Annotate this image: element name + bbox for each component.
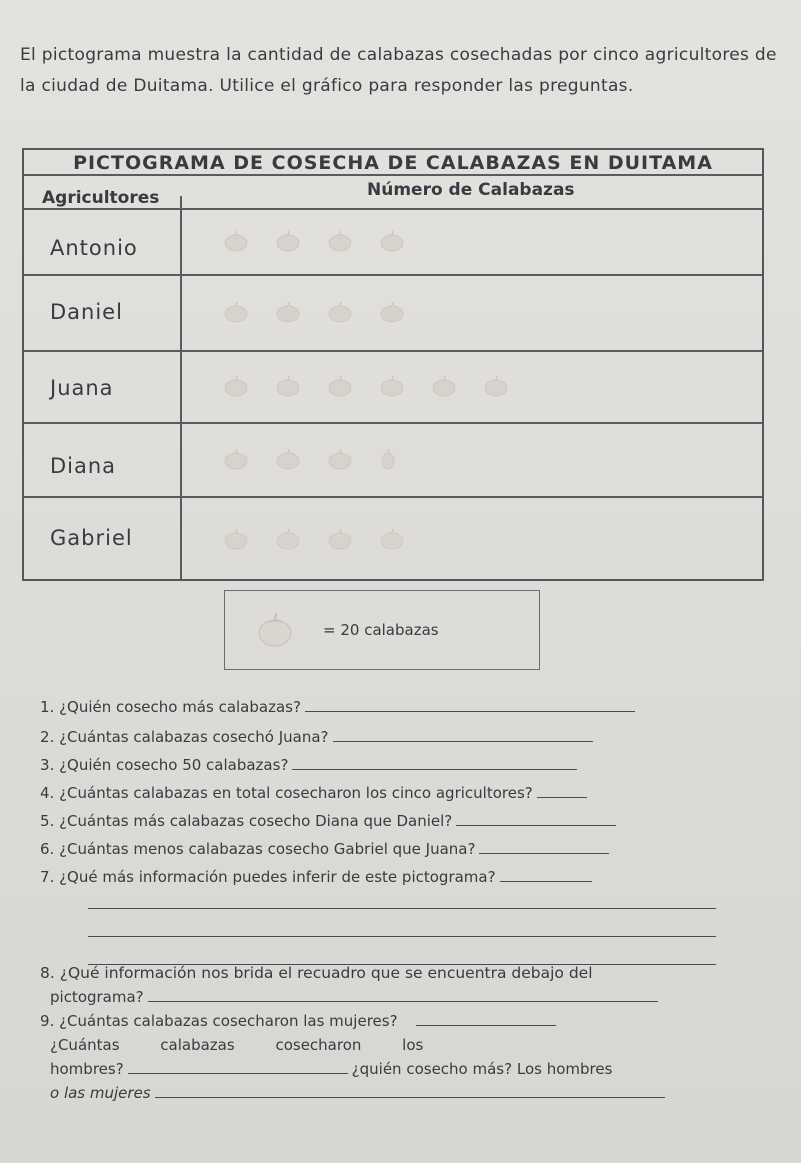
pumpkin-icon <box>380 448 404 470</box>
answer-blank[interactable] <box>479 839 609 854</box>
pumpkin-icon <box>276 230 300 252</box>
question-text: hombres? <box>50 1060 124 1078</box>
farmer-name: Daniel <box>50 300 123 324</box>
pumpkin-icon <box>224 230 248 252</box>
question-text: 9. ¿Cuántas calabazas cosecharon las mujeres? <box>40 1012 398 1030</box>
question-item <box>40 754 577 777</box>
legend-box <box>224 590 540 670</box>
question-item <box>40 810 616 833</box>
answer-line[interactable] <box>88 908 716 909</box>
pumpkin-icon <box>224 528 248 550</box>
pumpkin-icon <box>484 375 508 397</box>
pumpkin-icon <box>432 375 456 397</box>
question-text: ¿quién cosecho más? Los hombres <box>351 1060 613 1078</box>
pumpkin-icon <box>328 375 352 397</box>
farmer-row <box>24 208 762 274</box>
question-text: ¿Cuántas calabazas cosecharon los <box>50 1036 424 1054</box>
farmer-row <box>24 422 762 496</box>
column-header-count: Número de Calabazas <box>367 180 575 200</box>
answer-blank[interactable] <box>128 1059 348 1074</box>
question-text: 8. ¿Qué información nos brida el recuadro que se encuentra debajo del <box>40 964 593 982</box>
pumpkin-icon <box>380 528 404 550</box>
pictogram-table <box>22 148 764 581</box>
question-text: pictograma? <box>50 988 144 1006</box>
question-text: 2. ¿Cuántas calabazas cosechó Juana? <box>40 728 329 746</box>
answer-blank[interactable] <box>333 727 593 742</box>
farmer-row <box>24 350 762 422</box>
pumpkin-icon <box>276 301 300 323</box>
pumpkin-icon <box>328 528 352 550</box>
answer-blank[interactable] <box>148 987 658 1002</box>
farmer-name: Diana <box>50 454 117 478</box>
question-item <box>40 838 609 861</box>
answer-blank[interactable] <box>500 867 592 882</box>
question-item <box>50 986 658 1009</box>
answer-blank[interactable] <box>456 811 616 826</box>
question-item <box>50 1082 665 1105</box>
pumpkin-icon <box>328 448 352 470</box>
answer-blank[interactable] <box>292 755 577 770</box>
pumpkin-icon <box>380 375 404 397</box>
question-text: 1. ¿Quién cosecho más calabazas? <box>40 698 301 716</box>
pumpkin-icon <box>328 230 352 252</box>
pumpkin-icon <box>276 528 300 550</box>
question-item <box>50 1034 423 1057</box>
question-text: 4. ¿Cuántas calabazas en total cosecharon los cinco agricultores? <box>40 784 533 802</box>
farmer-name: Juana <box>50 376 114 400</box>
farmer-name: Antonio <box>50 236 138 260</box>
question-item <box>40 726 593 749</box>
answer-blank[interactable] <box>416 1011 556 1026</box>
farmer-name: Gabriel <box>50 526 133 550</box>
answer-blank[interactable] <box>155 1083 665 1098</box>
pumpkin-icon <box>380 230 404 252</box>
question-text: 6. ¿Cuántas menos calabazas cosecho Gabriel que Juana? <box>40 840 476 858</box>
question-item <box>50 1058 612 1081</box>
question-item <box>40 1010 556 1033</box>
question-text: 3. ¿Quién cosecho 50 calabazas? <box>40 756 289 774</box>
question-item <box>40 866 592 889</box>
question-text: 7. ¿Qué más información puedes inferir de este pictograma? <box>40 868 496 886</box>
farmer-row <box>24 496 762 581</box>
pumpkin-icon <box>255 609 295 649</box>
answer-blank[interactable] <box>537 783 587 798</box>
pumpkin-icon <box>276 448 300 470</box>
pumpkin-icon <box>380 301 404 323</box>
answer-blank[interactable] <box>305 697 635 712</box>
answer-line[interactable] <box>88 936 716 937</box>
question-text: 5. ¿Cuántas más calabazas cosecho Diana que Daniel? <box>40 812 453 830</box>
farmer-row <box>24 274 762 350</box>
pictogram-title: PICTOGRAMA DE COSECHA DE CALABAZAS EN DUITAMA <box>73 152 713 174</box>
divider <box>24 174 762 176</box>
pumpkin-icon <box>224 448 248 470</box>
intro-text: El pictograma muestra la cantidad de calabazas cosechadas por cinco agricultores de la ciudad de Duitama. Utilice el gráfico para responder las preguntas. <box>20 45 777 96</box>
question-item <box>40 782 587 805</box>
pumpkin-icon <box>328 301 352 323</box>
legend-text: = 20 calabazas <box>323 621 439 639</box>
question-item <box>40 696 635 719</box>
pumpkin-icon <box>224 301 248 323</box>
pumpkin-icon <box>224 375 248 397</box>
question-text: o las mujeres <box>50 1084 151 1102</box>
column-header-farmers: Agricultores <box>42 188 160 208</box>
pumpkin-icon <box>276 375 300 397</box>
question-item <box>40 962 593 985</box>
